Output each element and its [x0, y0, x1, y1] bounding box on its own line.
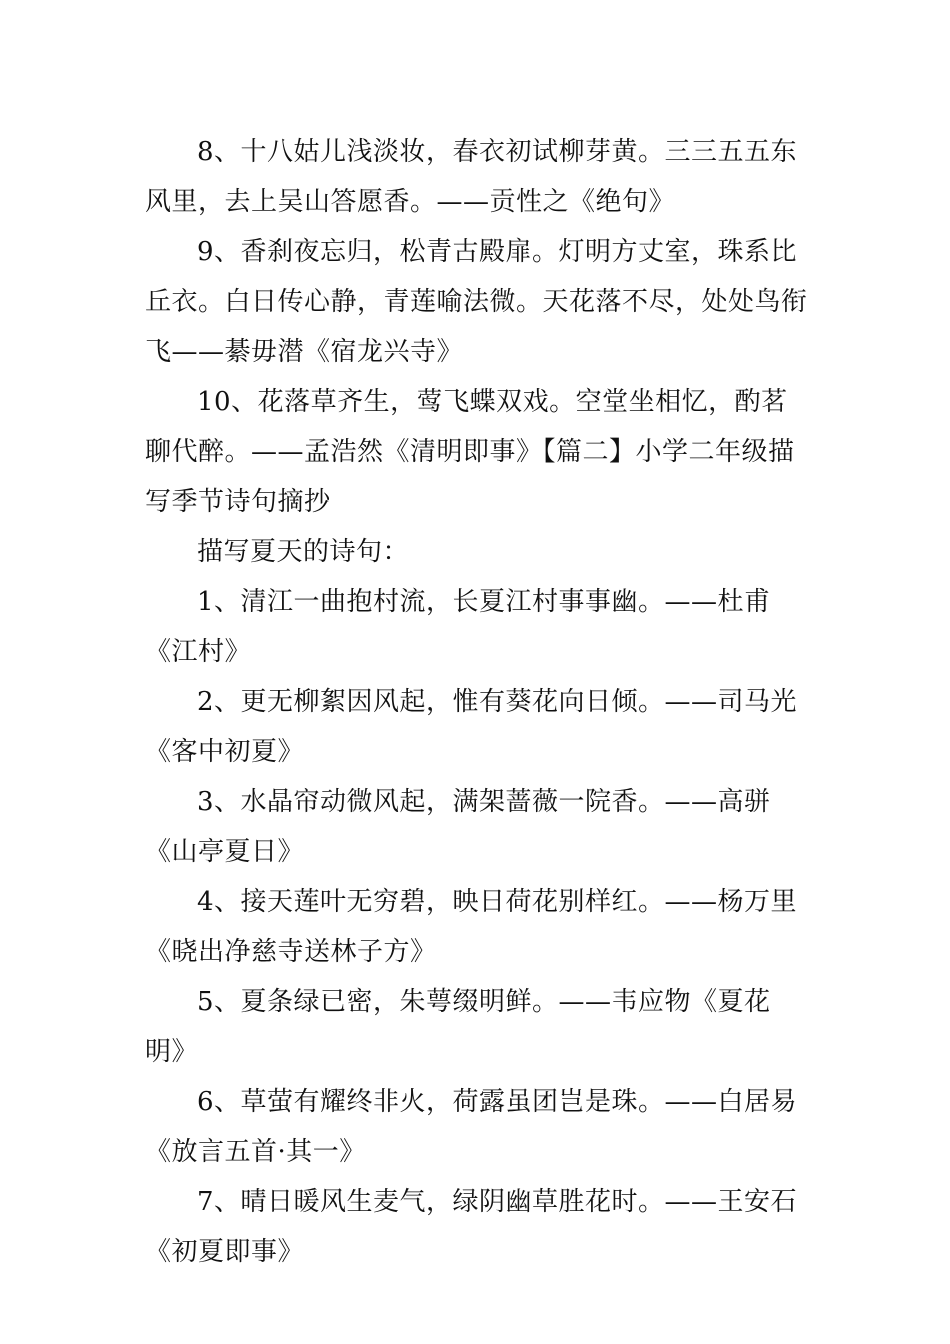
paragraph-poem-9: 9、香刹夜忘归，松青古殿扉。灯明方丈室，珠系比丘衣。白日传心静，青莲喻法微。天花落不尽，处处鸟衔飞——綦毋潜《宿龙兴寺》: [145, 237, 808, 367]
document-body: [145, 127, 810, 1277]
paragraph-summer-6: 6、草萤有耀终非火，荷露虽团岂是珠。——白居易《放言五首·其一》: [145, 1087, 798, 1167]
paragraph-summer-5: 5、夏条绿已密，朱萼缀明鲜。——韦应物《夏花明》: [145, 987, 771, 1067]
paragraph-summer-3: 3、水晶帘动微风起，满架蔷薇一院香。——高骈《山亭夏日》: [145, 787, 771, 867]
paragraph-summer-4: 4、接天莲叶无穷碧，映日荷花别样红。——杨万里《晓出净慈寺送林子方》: [145, 887, 798, 967]
section-heading-summer: 描写夏天的诗句：: [197, 537, 410, 567]
paragraph-summer-2: 2、更无柳絮因风起，惟有葵花向日倾。——司马光《客中初夏》: [145, 687, 798, 767]
paragraph-poem-10: 10、花落草齐生，莺飞蝶双戏。空堂坐相忆，酌茗聊代醉。——孟浩然《清明即事》【篇二】小学二年级描写季节诗句摘抄: [145, 387, 795, 517]
paragraph-poem-8: 8、十八姑儿浅淡妆，春衣初试柳芽黄。三三五五东风里，去上吴山答愿香。——贡性之《绝句》: [145, 137, 798, 217]
paragraph-summer-1: 1、清江一曲抱村流，长夏江村事事幽。——杜甫《江村》: [145, 587, 771, 667]
paragraph-summer-7: 7、晴日暖风生麦气，绿阴幽草胜花时。——王安石《初夏即事》: [145, 1187, 798, 1267]
